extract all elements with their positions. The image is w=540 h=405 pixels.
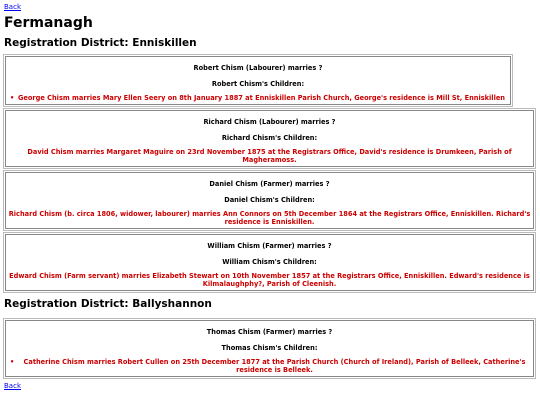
child-marriage-entry: Richard Chism (b. circa 1806, widower, labourer) marries Ann Connors on 5th December 1864 at the Registrars Office, Enniskillen. Richard's residence is Enniskillen. (8, 210, 531, 226)
child-marriage-entry: David Chism marries Margaret Maguire on 23rd November 1875 at the Registrars Office, David's residence is Drumkeen, Parish of Magheramoss. (27, 148, 512, 164)
children-label: Daniel Chism's Children: (224, 196, 315, 204)
children-label: Thomas Chism's Children: (221, 344, 318, 352)
list-item (10, 94, 508, 102)
children-list (8, 94, 508, 102)
children-label: Richard Chism's Children: (221, 134, 318, 142)
back-link-top[interactable]: Back (4, 3, 21, 11)
parent-marriage: Richard Chism (Labourer) marries ? (203, 118, 336, 126)
parent-marriage: Robert Chism (Labourer) marries ? (193, 64, 323, 72)
parent-marriage: Daniel Chism (Farmer) marries ? (209, 180, 330, 188)
family-box-william (5, 234, 534, 291)
parent-marriage: Thomas Chism (Farmer) marries ? (206, 328, 333, 336)
child-marriage-entry: Edward Chism (Farm servant) marries Elizabeth Stewart on 10th November 1857 at the Registrars Office, Enniskillen. Edward's residence is Kilmalaughphy?, Parish of Cleenish. (9, 272, 530, 288)
family-box-robert (5, 56, 511, 105)
child-marriage-entry: Catherine Chism marries Robert Cullen on 25th December 1877 at the Parish Church (Church of Ireland), Parish of Belleek, Catherine's residence is Belleek. (23, 358, 526, 374)
bullet-icon: • (10, 358, 15, 366)
family-box-richard (5, 110, 534, 167)
back-link-bottom[interactable]: Back (4, 382, 21, 390)
children-label: William Chism's Children: (222, 258, 317, 266)
family-box-daniel (5, 172, 534, 229)
children-list (8, 358, 531, 374)
family-box-thomas (5, 320, 534, 377)
page-title: Fermanagh (4, 15, 93, 31)
parent-marriage: William Chism (Farmer) marries ? (207, 242, 332, 250)
district-heading-ballyshannon: Registration District: Ballyshannon (4, 298, 212, 310)
district-heading-enniskillen: Registration District: Enniskillen (4, 37, 197, 49)
children-label: Robert Chism's Children: (211, 80, 305, 88)
list-item (10, 358, 531, 374)
child-marriage-entry: George Chism marries Mary Ellen Seery on 8th January 1887 at Enniskillen Parish Church, George's residence is Mill St, Enniskillen (18, 94, 505, 102)
bullet-icon: • (10, 94, 15, 102)
